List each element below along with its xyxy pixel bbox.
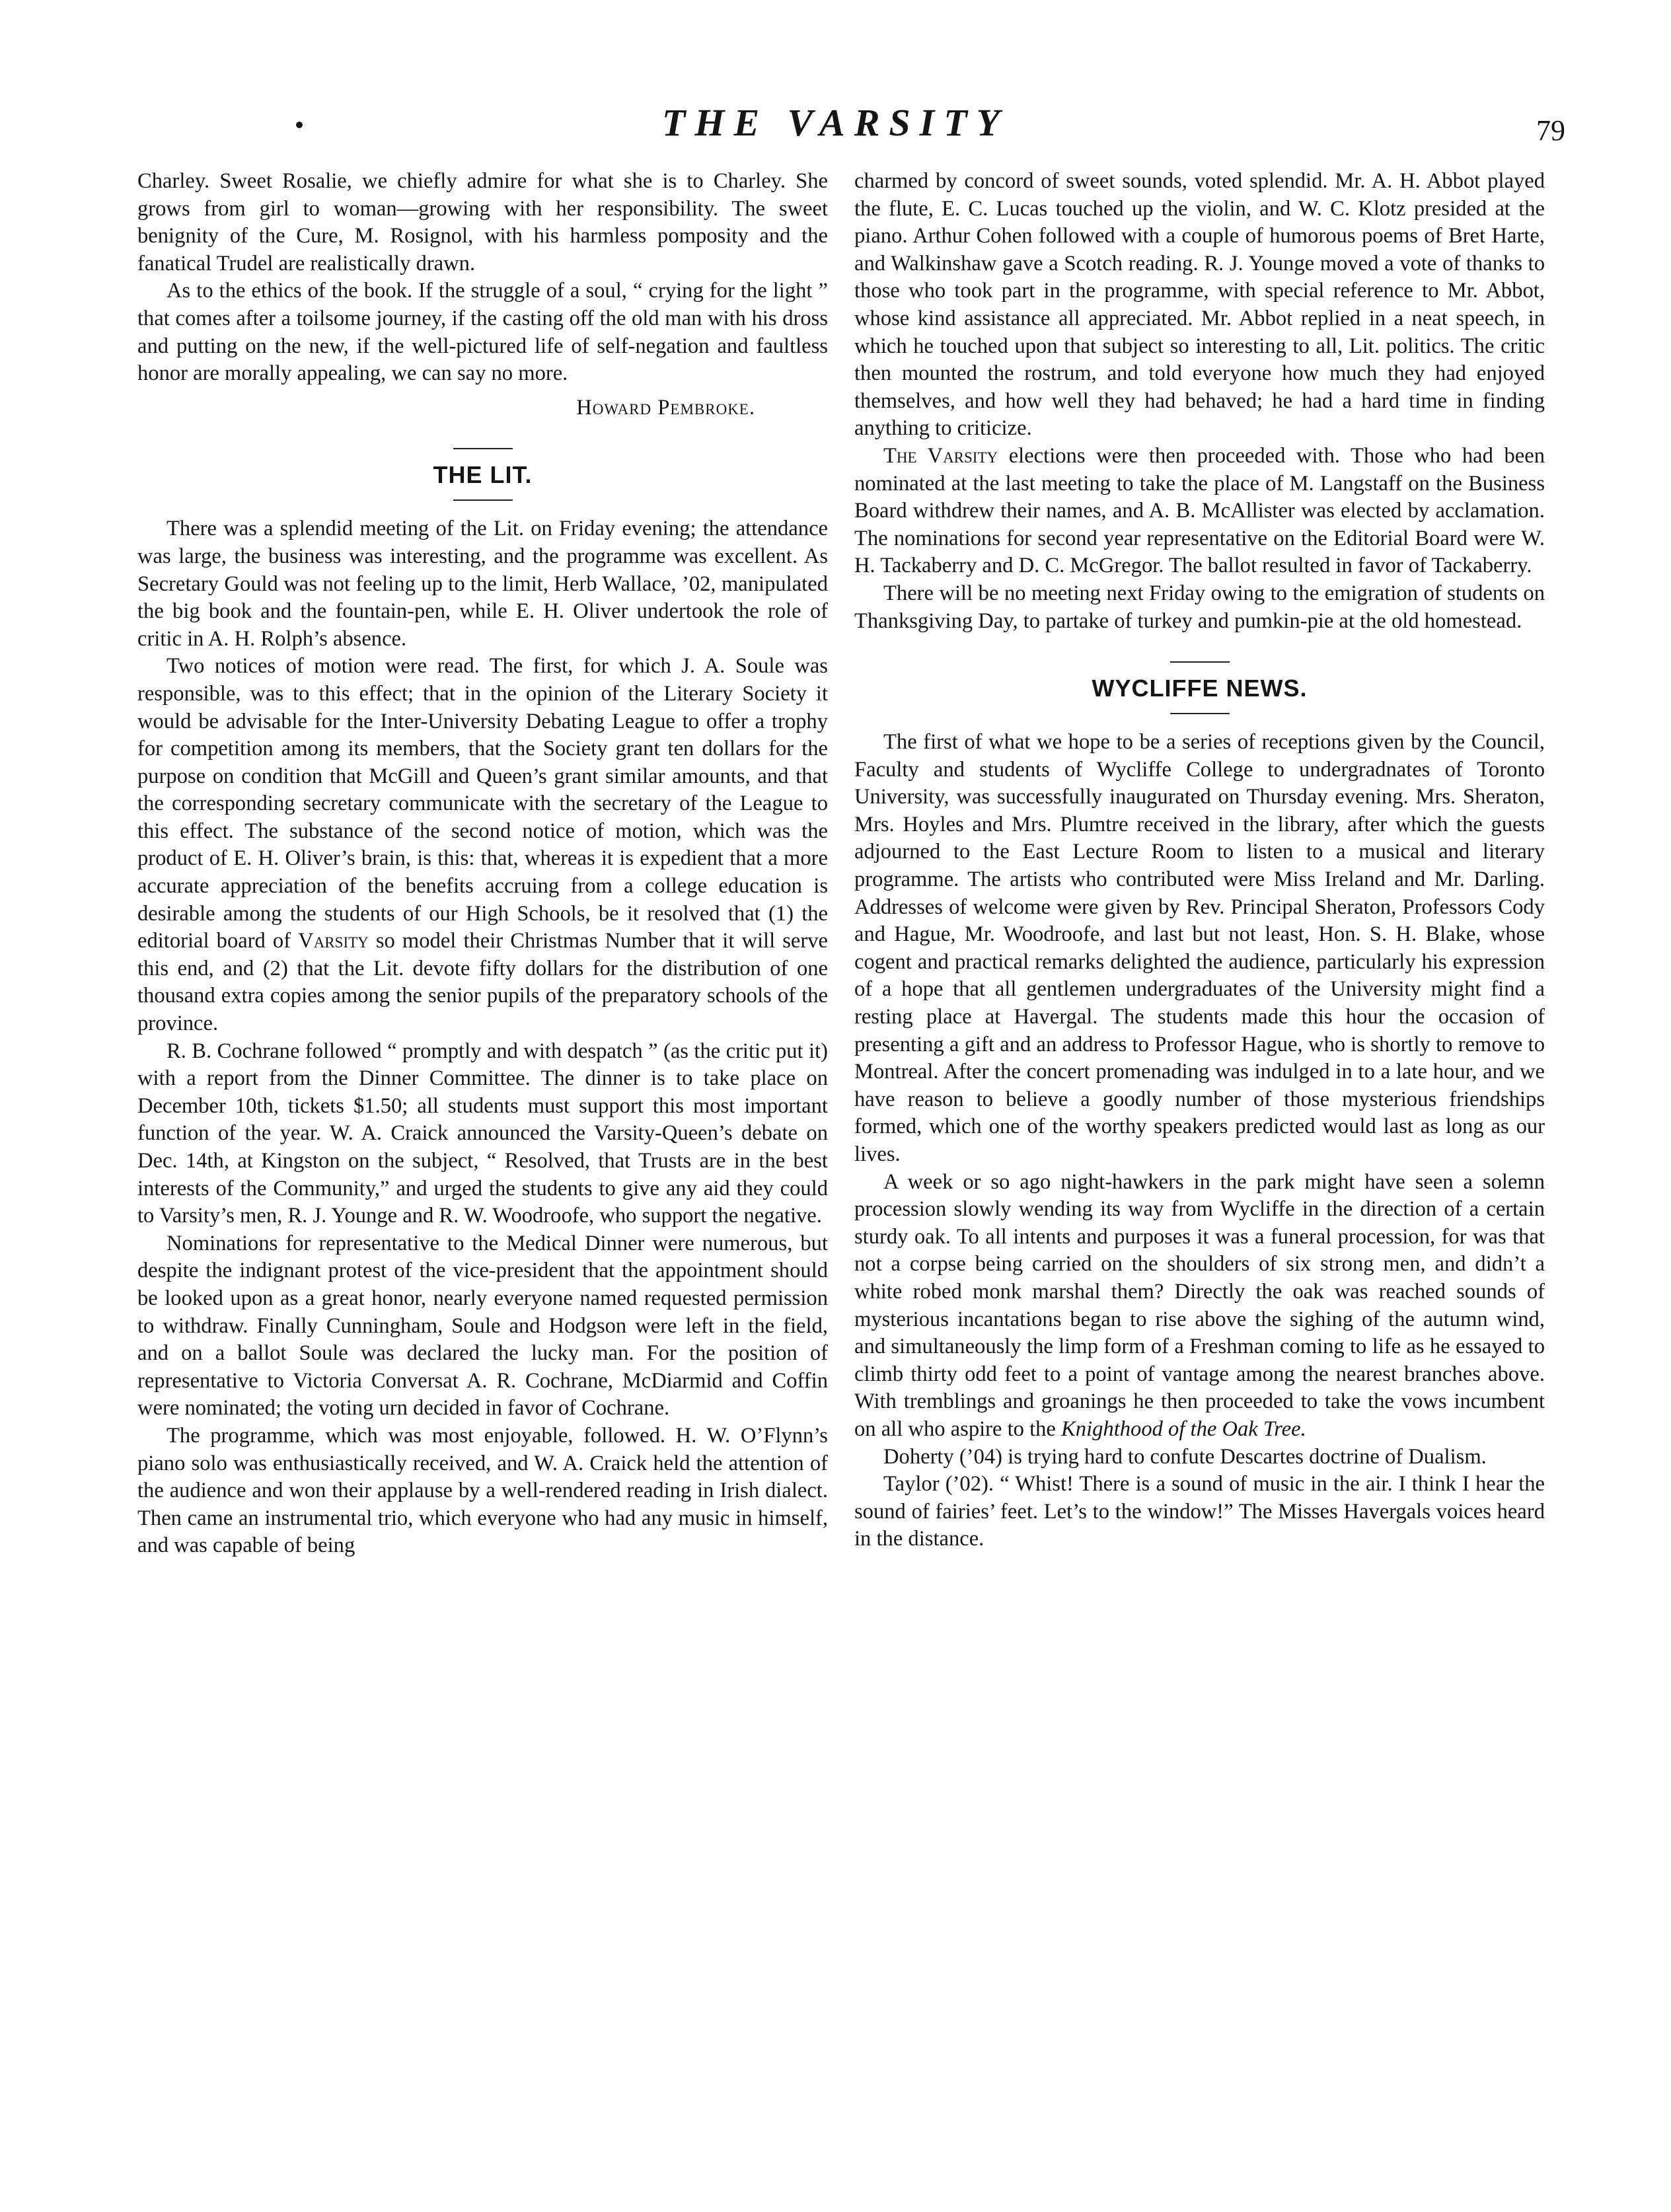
- heading-underline: [453, 499, 513, 501]
- varsity-name-elections: The Varsity: [883, 443, 998, 468]
- left-column: [137, 168, 828, 1560]
- page-number: 79: [1536, 114, 1565, 147]
- elections-paragraph: [854, 443, 1545, 580]
- programme-paragraph: The programme, which was most enjoyable, followed. H. W. O’Flynn’s piano solo was enthusiastically received, and W. A. Craick held the attention of the audience and won their applause by a well-rendered reading in Irish dialect. Then came an instrumental trio, which everyone who had any music in himself, and was capable of being: [137, 1423, 828, 1558]
- dinner-committee-paragraph: R. B. Cochrane followed “ promptly and with despatch ” (as the critic put it) with a report from the Dinner Committee. The dinner is to take place on December 10th, tickets $1.50; all students must support this most important function of the year. W. A. Craick announced the Varsity-Queen’s debate on Dec. 14th, at Kingston on the subject, “ Resolved, that Trusts are in the best interests of the Community,” and urged the students to give any aid they could to Varsity’s men, R. J. Younge and R. W. Woodroofe, who support the negative.: [137, 1039, 828, 1228]
- section-divider: [1170, 661, 1230, 663]
- notices-text-start: Two notices of motion were read. The first, for which J. A. Soule was responsible, was to this effect; that in the opinion of the Literary Society it would be advisable for the Inter-University Debating League to offer a trophy for competition among its members, that the Society grant ten dollars for the purpose on condition that McGill and Queen’s grant similar amounts, and that the corresponding secretary communicate with the secretary of the League to this effect. The substance of the second notice of motion, which was the product of E. H. Oliver’s brain, is this: that, whereas it is expedient that a more accurate appreciation of the benefits accruing from a college education is desirable among the students of our High Schools, be it resolved that (1) the editorial board of: [137, 654, 828, 953]
- varsity-name: Varsity: [298, 929, 369, 953]
- review-author: Howard Pembroke.: [576, 395, 755, 420]
- wycliffe-heading: WYCLIFFE NEWS.: [1092, 675, 1308, 702]
- elections-text: elections were then proceeded with. Those who had been nominated at the last meeting to take the place of M. Langstaff on the Business Board withdrew their names, and A. B. McAllister was elected by acclamation. The nominations for second year representative on the Editorial Board were W. H. Tackaberry and D. C. McGregor. The ballot resulted in favor of Tackaberry.: [854, 443, 1545, 578]
- taylor-paragraph: Taylor (’02). “ Whist! There is a sound of music in the air. I think I hear the sound of fairies’ feet. Let’s to the window!” The Misses Havergals voices heard in the distance.: [854, 1472, 1545, 1551]
- lit-meeting-paragraph: There was a splendid meeting of the Lit. on Friday evening; the attendance was large, the business was interesting, and the programme was excellent. As Secretary Gould was not feeling up to the limit, Herb Wallace, ’02, manipulated the big book and the fountain-pen, while E. H. Oliver undertook the role of critic in A. H. Rolph’s absence.: [137, 517, 828, 651]
- section-divider: [453, 448, 513, 449]
- review-ending-paragraph: Charley. Sweet Rosalie, we chiefly admire for what she is to Charley. She grows from girl to woman—growing with her responsibility. The sweet benignity of the Cure, M. Rosignol, with his harmless pomposity and the fanatical Trudel are realistically drawn.: [137, 169, 828, 276]
- notices-of-motion-paragraph: [137, 653, 828, 1037]
- no-meeting-paragraph: There will be no meeting next Friday owing to the emigration of students on Thanksgiving Day, to partake of turkey and pumkin-pie at the old homestead.: [854, 581, 1545, 633]
- lit-heading: THE LIT.: [433, 461, 533, 489]
- review-ethics-paragraph: As to the ethics of the book. If the struggle of a soul, “ crying for the light ” that comes after a toilsome journey, if the casting off the old man with his dross and putting on the new, if the well-pictured life of self-negation and faultless honor are morally appealing, we can say no more.: [137, 279, 828, 386]
- procession-paragraph: [854, 1169, 1545, 1444]
- doherty-paragraph: Doherty (’04) is trying hard to confute Descartes doctrine of Dualism.: [883, 1444, 1487, 1469]
- procession-text: A week or so ago night-hawkers in the park might have seen a solemn procession slowly wending its way from Wycliffe in the direction of a certain sturdy oak. To all intents and purposes it was a funeral procession, for was that not a corpse being carried on the shoulders of six strong men, and didn’t a white robed monk marshal them? Directly the oak was reached sounds of mysterious incantations began to rise above the sighing of the autumn wind, and simultaneously the limp form of a Freshman coming to life as he essayed to climb thirty odd feet to a point of vantage among the nearest branches above. With tremblings and groanings he then proceeded to take the vows incumbent on all who aspire to the: [854, 1169, 1545, 1441]
- programme-continued-paragraph: charmed by concord of sweet sounds, voted splendid. Mr. A. H. Abbot played the flute, E. C. Lucas touched up the violin, and W. C. Klotz presided at the piano. Arthur Cohen followed with a couple of humorous poems of Bret Harte, and Walkinshaw gave a Scotch reading. R. J. Younge moved a vote of thanks to those who took part in the programme, with special reference to Mr. Abbot, whose kind assistance all appreciated. Mr. Abbot replied in a neat speech, in which he touched upon that subject so interesting to all, Lit. politics. The critic then mounted the rostrum, and told everyone how much they had enjoyed themselves, and how well they had behaved; he had a hard time in finding anything to criticize.: [854, 169, 1545, 441]
- heading-underline: [1170, 713, 1230, 714]
- right-column: [854, 168, 1545, 1553]
- page-header: [0, 99, 1671, 159]
- notices-text-end: so model their Christmas Number that it will serve this end, and (2) that the Lit. devote fifty dollars for the distribution of one thousand extra copies among the senior pupils of the preparatory schools of the province.: [137, 929, 828, 1036]
- knighthood-title: Knighthood of the Oak Tree.: [1061, 1417, 1306, 1441]
- masthead-title: THE VARSITY: [661, 101, 1010, 144]
- nominations-paragraph: Nominations for representative to the Medical Dinner were numerous, but despite the indignant protest of the vice-president that the appointment should be looked upon as a great honor, nearly everyone named requested permission to withdraw. Finally Cunningham, Soule and Hodgson were left in the field, and on a ballot Soule was declared the lucky man. For the position of representative to Victoria Conversat A. R. Cochrane, McDiarmid and Coffin were nominated; the voting urn decided in favor of Cochrane.: [137, 1231, 828, 1420]
- reception-paragraph: The first of what we hope to be a series of receptions given by the Council, Faculty and students of Wycliffe College to undergradnates of Toronto University, was successfully inaugurated on Thursday evening. Mrs. Sheraton, Mrs. Hoyles and Mrs. Plumtre received in the library, after which the guests adjourned to the East Lecture Room to listen to a musical and literary programme. The artists who contributed were Miss Ireland and Mr. Darling. Addresses of welcome were given by Rev. Principal Sheraton, Professors Cody and Hague, Mr. Woodroofe, and last but not least, Hon. S. H. Blake, whose cogent and practical remarks delighted the audience, particularly his expression of a hope that all gentlemen undergraduates of the University might find a resting place at Havergal. The students made this hour the occasion of presenting a gift and an address to Professor Hague, who is shortly to remove to Montreal. After the concert promenading was indulged in to a late hour, and we have reason to believe a goodly number of those mysterious friendships formed, which one of the worthy speakers predicted would last as long as our lives.: [854, 730, 1545, 1166]
